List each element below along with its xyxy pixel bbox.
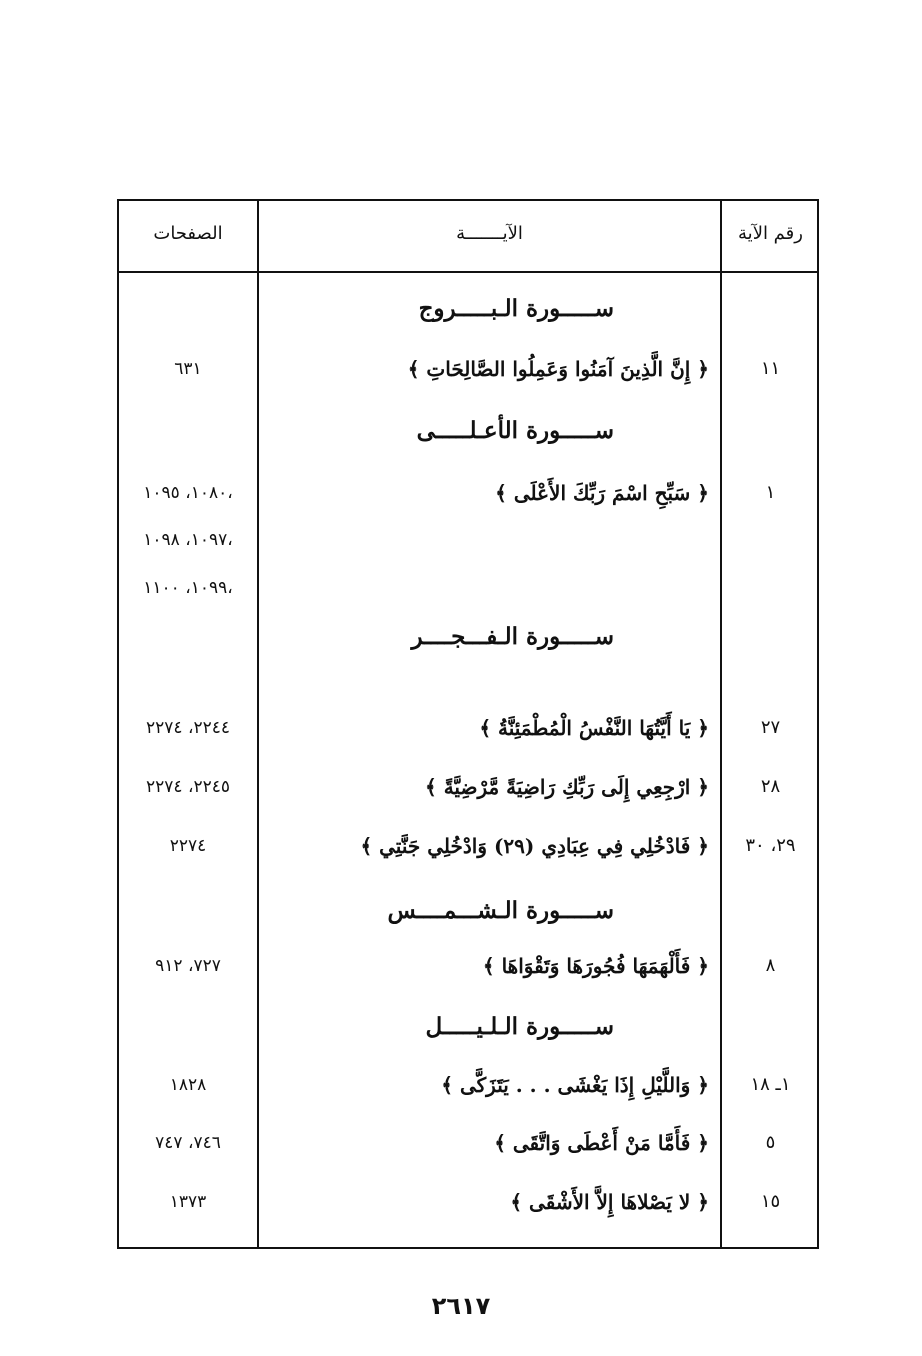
page-refs: ١٨٢٨	[169, 1075, 207, 1095]
verse-text: ﴿ سَبِّحِ اسْمَ رَبِّكَ الأَعْلَى ﴾	[495, 481, 709, 505]
table-row	[119, 946, 817, 986]
table-row	[119, 767, 817, 807]
header-verse-number: رقم الآية	[738, 223, 803, 244]
verse-number	[722, 520, 819, 560]
surah-title: ســـــورة الـفـــجــــر	[411, 623, 614, 650]
verse-text: ﴿ لا يَصْلاهَا إِلاَّ الأَشْقَى ﴾	[510, 1190, 709, 1214]
table-row	[119, 708, 817, 748]
page-refs: ،١٠٩٩، ١١٠٠	[143, 578, 233, 598]
verse-number	[722, 568, 819, 608]
verse-number: ١١	[760, 358, 781, 379]
verse-text: ﴿ ارْجِعِي إِلَى رَبِّكِ رَاضِيَةً مَّرْضِيَّةً ﴾	[425, 775, 709, 799]
verse-text: ﴿ فَادْخُلِي فِي عِبَادِي (٢٩) وَادْخُلِي جَنَّتِي ﴾	[360, 834, 709, 858]
header-verse: الآيـــــــة	[456, 223, 523, 244]
verse-number: ١٥	[760, 1191, 781, 1212]
page-refs: ٢٢٤٥، ٢٢٧٤	[146, 777, 230, 797]
page-number: ٢٦١٧	[431, 1292, 491, 1320]
verse-text	[269, 568, 709, 608]
page-refs: ٦٣١	[174, 359, 202, 379]
table-row	[119, 1123, 817, 1163]
page-refs: ١٣٧٣	[169, 1192, 207, 1212]
page-refs: ،١٠٩٧، ١٠٩٨	[143, 530, 233, 550]
surah-title: ســـــورة الأعـلـــــى	[416, 417, 614, 444]
index-table	[117, 199, 819, 1249]
page-refs: ٧٤٦، ٧٤٧	[155, 1133, 221, 1153]
verse-text	[269, 520, 709, 560]
page-refs: ٢٢٤٤، ٢٢٧٤	[146, 718, 230, 738]
surah-title: ســـــورة الـشـــمــــس	[387, 897, 614, 924]
table-row	[119, 1065, 817, 1105]
page-refs: ،١٠٨٠، ١٠٩٥	[143, 483, 233, 503]
table-row	[119, 349, 817, 389]
page-refs: ٧٢٧، ٩١٢	[155, 956, 221, 976]
header-pages: الصفحات	[153, 223, 223, 244]
verse-number: ١ـ ١٨	[750, 1074, 791, 1095]
verse-text: ﴿ فَأَلْهَمَهَا فُجُورَهَا وَتَقْوَاهَا ﴾	[482, 954, 709, 978]
verse-text: ﴿ وَاللَّيْلِ إِذَا يَغْشَى . . . يَتَزَكَّى ﴾	[441, 1073, 709, 1097]
verse-number: ٢٨	[760, 776, 781, 797]
table-row	[119, 568, 817, 608]
table-row	[119, 826, 817, 866]
table-row	[119, 1182, 817, 1222]
verse-text: ﴿ إِنَّ الَّذِينَ آمَنُوا وَعَمِلُوا الصَّالِحَاتِ ﴾	[407, 357, 709, 381]
verse-text: ﴿ يَا أَيَّتُهَا النَّفْسُ الْمُطْمَئِنَّةُ ﴾	[479, 716, 709, 740]
page-refs: ٢٢٧٤	[169, 836, 207, 856]
verse-text: ﴿ فَأَمَّا مَنْ أَعْطَى وَاتَّقَى ﴾	[494, 1131, 709, 1155]
surah-title: ســـــورة الـبـــــروج	[418, 295, 614, 322]
surah-title: ســـــورة الـلـيـــــل	[425, 1013, 614, 1040]
verse-number: ٢٧	[760, 717, 781, 738]
verse-number: ١	[765, 482, 776, 503]
verse-number: ٥	[765, 1132, 776, 1153]
table-row	[119, 520, 817, 560]
table-row	[119, 473, 817, 513]
verse-number: ٨	[765, 955, 776, 976]
verse-number: ٢٩، ٣٠	[745, 835, 796, 856]
header-divider	[119, 271, 817, 273]
